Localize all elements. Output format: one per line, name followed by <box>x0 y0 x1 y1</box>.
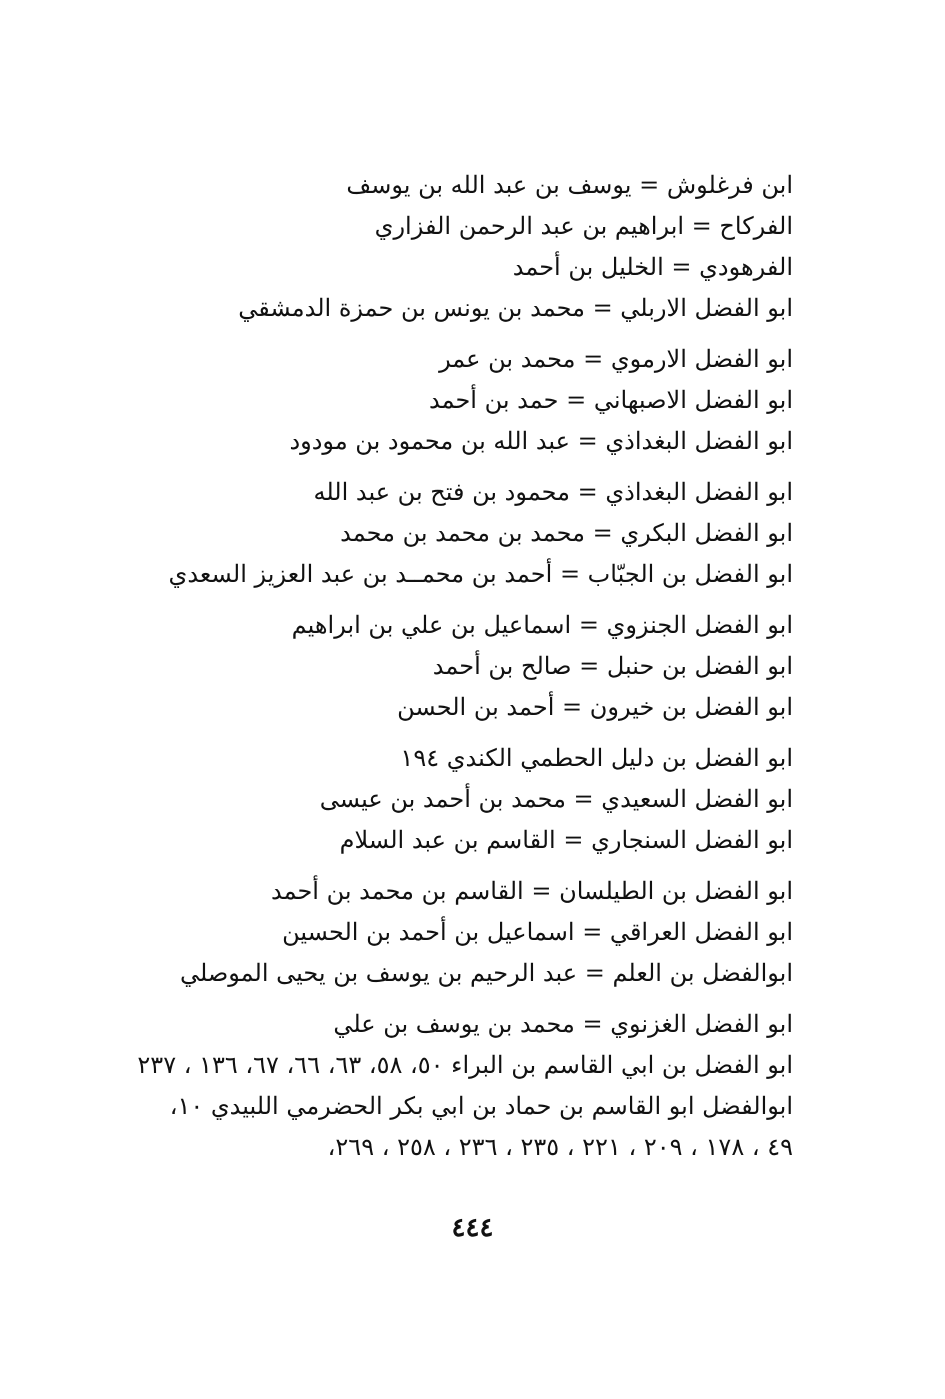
index-entry: ابو الفضل البغداذي = محمود بن فتح بن عبد الله <box>313 478 793 506</box>
index-entry: ابو الفضل بن ابي القاسم بن البراء ٥٠، ٥٨، ٦٣، ٦٦، ٦٧، ١٣٦ ، ٢٣٧ <box>137 1051 793 1079</box>
index-entry: ابو الفضل البغداذي = عبد الله بن محمود بن مودود <box>289 427 793 455</box>
index-entry: ابوالفضل بن العلم = عبد الرحيم بن يوسف بن يحيى الموصلي <box>179 959 793 987</box>
index-entry: ابو الفضل البكري = محمد بن محمد بن محمد <box>340 519 793 547</box>
entry-group-gap <box>133 329 793 339</box>
index-entry: ابو الفضل بن دليل الحطمي الكندي ١٩٤ <box>400 744 793 772</box>
index-entry: ابو الفضل الاربلي = محمد بن يونس بن حمزة الدمشقي <box>238 294 793 322</box>
index-entry: ابو الفضل الارموي = محمد بن عمر <box>439 345 793 373</box>
index-entry: ابن فرغلوش = يوسف بن عبد الله بن يوسف <box>346 171 793 199</box>
entry-group-gap <box>133 462 793 472</box>
index-entry: ابو الفضل الاصبهاني = حمد بن أحمد <box>428 386 793 414</box>
index-entry: ابو الفضل الغزنوي = محمد بن يوسف بن علي <box>333 1010 793 1038</box>
index-entry: الفركاح = ابراهيم بن عبد الرحمن الفزاري <box>374 212 793 240</box>
index-entry: ابو الفضل السنجاري = القاسم بن عبد السلام <box>339 826 793 854</box>
entry-group-gap <box>133 994 793 1004</box>
entry-group-gap <box>133 595 793 605</box>
index-entry: ابو الفضل السعيدي = محمد بن أحمد بن عيسى <box>319 785 793 813</box>
index-entry: الفرهودي = الخليل بن أحمد <box>512 253 793 281</box>
index-entry: ابو الفضل الجنزوي = اسماعيل بن علي بن ابراهيم <box>291 611 793 639</box>
index-entry: ابو الفضل بن حنبل = صالح بن أحمد <box>432 652 793 680</box>
page-number: ٤٤٤ <box>451 1213 494 1243</box>
index-entry: ابو الفضل بن الطيلسان = القاسم بن محمد بن أحمد <box>271 877 793 905</box>
index-entry: ابوالفضل ابو القاسم بن حماد بن ابي بكر الحضرمي اللبيدي ١٠، <box>169 1092 793 1120</box>
index-entry: ابو الفضل بن خيرون = أحمد بن الحسن <box>397 693 793 721</box>
index-entry: ابو الفضل بن الجبّاب = أحمد بن محمــد بن عبد العزيز السعدي <box>168 560 793 588</box>
index-entry-continuation: ٤٩ ، ١٧٨ ، ٢٠٩ ، ٢٢١ ، ٢٣٥ ، ٢٣٦ ، ٢٥٨ ، ٢٦٩، <box>327 1133 793 1161</box>
entry-group-gap <box>133 861 793 871</box>
index-entries <box>133 165 793 1168</box>
entry-group-gap <box>133 728 793 738</box>
index-entry: ابو الفضل العراقي = اسماعيل بن أحمد بن الحسين <box>282 918 793 946</box>
